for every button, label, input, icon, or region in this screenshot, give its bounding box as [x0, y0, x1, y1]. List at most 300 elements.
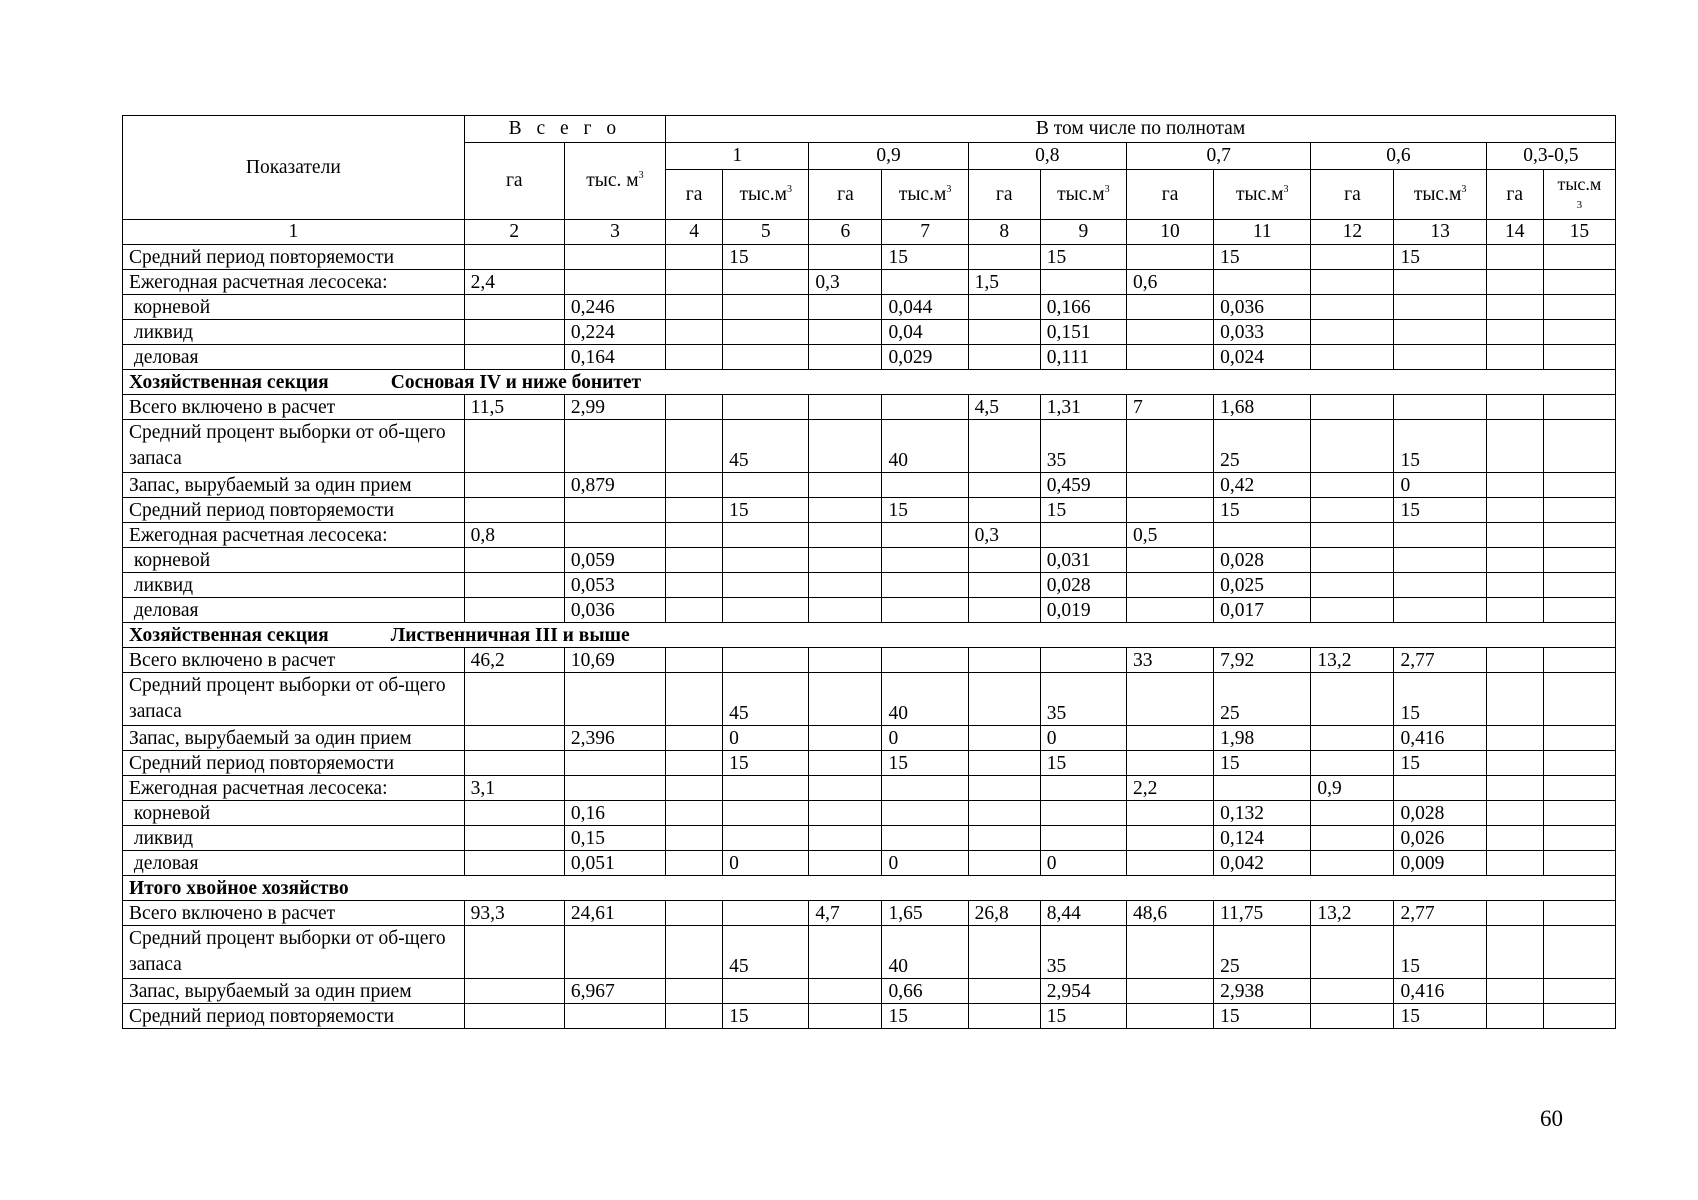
table-cell [968, 498, 1040, 523]
table-cell [1543, 245, 1615, 270]
table-cell [1543, 726, 1615, 751]
table-cell [666, 726, 723, 751]
table-cell [1126, 420, 1213, 473]
table-cell: 0,036 [1214, 295, 1311, 320]
table-cell [1486, 598, 1543, 623]
table-cell: 0,111 [1040, 345, 1126, 370]
table-body [123, 245, 1616, 1029]
table-cell: 15 [882, 1004, 968, 1029]
table-cell [1486, 673, 1543, 726]
row-label: Запас, вырубаемый за один прием [123, 473, 465, 498]
table-cell [809, 1004, 882, 1029]
table-cell [1543, 345, 1615, 370]
table-cell: 15 [723, 245, 809, 270]
table-cell: 0,025 [1214, 573, 1311, 598]
page-number: 60 [1540, 1106, 1563, 1131]
table-cell: 15 [723, 1004, 809, 1029]
table-cell [564, 523, 665, 548]
table-cell [809, 420, 882, 473]
table-cell: 15 [1214, 751, 1311, 776]
section-header-row [123, 623, 1616, 648]
table-cell [1126, 726, 1213, 751]
header-unit-ha: га [968, 170, 1040, 220]
row-label: Всего включено в расчет [123, 901, 465, 926]
table-cell [1486, 420, 1543, 473]
table-row [123, 320, 1616, 345]
table-row [123, 598, 1616, 623]
table-cell: 0,224 [564, 320, 665, 345]
section-header-row [123, 370, 1616, 395]
table-cell [1486, 648, 1543, 673]
table-cell [1543, 573, 1615, 598]
table-cell [464, 295, 564, 320]
table-cell [1311, 498, 1394, 523]
table-cell [464, 726, 564, 751]
table-cell: 0 [882, 726, 968, 751]
row-label: деловая [123, 598, 465, 623]
table-cell: 15 [1040, 498, 1126, 523]
table-cell: 11,75 [1214, 901, 1311, 926]
table-cell [666, 320, 723, 345]
table-cell [1486, 801, 1543, 826]
table-cell: 0,028 [1040, 573, 1126, 598]
table-cell: 0,059 [564, 548, 665, 573]
table-cell: 0 [723, 726, 809, 751]
table-cell [1311, 245, 1394, 270]
table-cell: 0,42 [1214, 473, 1311, 498]
table-cell [564, 270, 665, 295]
table-cell [968, 420, 1040, 473]
row-label: Средний период повторяемости [123, 1004, 465, 1029]
table-cell [809, 979, 882, 1004]
header-density-1: 1 [666, 143, 809, 170]
table-cell [723, 979, 809, 1004]
table-cell: 15 [1040, 245, 1126, 270]
table-cell: 0,019 [1040, 598, 1126, 623]
table-cell [1311, 801, 1394, 826]
table-row [123, 901, 1616, 926]
table-cell [809, 751, 882, 776]
table-cell: 0,04 [882, 320, 968, 345]
column-number: 6 [809, 220, 882, 245]
table-row [123, 395, 1616, 420]
table-cell [464, 979, 564, 1004]
table-cell: 0 [1040, 726, 1126, 751]
table-cell [1543, 270, 1615, 295]
table-cell [564, 673, 665, 726]
header-unit-volume: $тыс.м^3$ [723, 170, 809, 220]
table-cell: 93,3 [464, 901, 564, 926]
row-label: Средний период повторяемости [123, 751, 465, 776]
table-cell [666, 420, 723, 473]
table-cell [723, 395, 809, 420]
table-cell [666, 826, 723, 851]
table-cell [666, 851, 723, 876]
column-number-row [123, 220, 1616, 245]
table-cell [1543, 395, 1615, 420]
table-cell: 0,017 [1214, 598, 1311, 623]
table-cell: 45 [723, 420, 809, 473]
row-label: ликвид [123, 320, 465, 345]
row-label: Ежегодная расчетная лесосека: [123, 523, 465, 548]
table-cell [1126, 751, 1213, 776]
table-cell: 0,028 [1214, 548, 1311, 573]
table-cell [809, 345, 882, 370]
table-cell [809, 851, 882, 876]
table-row [123, 801, 1616, 826]
table-cell [723, 345, 809, 370]
section-label: Хозяйственная секция [129, 625, 329, 646]
table-cell [1486, 751, 1543, 776]
table-cell [1486, 498, 1543, 523]
table-cell [882, 270, 968, 295]
table-cell [1543, 673, 1615, 726]
table-cell: 24,61 [564, 901, 665, 926]
table-row [123, 826, 1616, 851]
table-cell [1486, 1004, 1543, 1029]
table-cell: 10,69 [564, 648, 665, 673]
table-cell: 0,024 [1214, 345, 1311, 370]
table-cell: 2,396 [564, 726, 665, 751]
table-cell: 15 [1394, 673, 1486, 726]
table-cell [968, 295, 1040, 320]
table-cell: 0,044 [882, 295, 968, 320]
column-number: 9 [1040, 220, 1126, 245]
table-cell [666, 801, 723, 826]
table-cell [1486, 345, 1543, 370]
table-cell: 48,6 [1126, 901, 1213, 926]
table-cell [1126, 979, 1213, 1004]
table-cell [464, 751, 564, 776]
table-cell: 0,16 [564, 801, 665, 826]
table-cell [1543, 598, 1615, 623]
table-cell [1394, 598, 1486, 623]
section-label: Итого хвойное хозяйство [129, 878, 349, 899]
table-cell: 15 [882, 245, 968, 270]
column-number: 5 [723, 220, 809, 245]
column-number: 13 [1394, 220, 1486, 245]
table-cell: 33 [1126, 648, 1213, 673]
table-cell [1311, 320, 1394, 345]
table-cell: 15 [1040, 751, 1126, 776]
table-cell: 7,92 [1214, 648, 1311, 673]
table-cell [968, 726, 1040, 751]
table-cell: 0,033 [1214, 320, 1311, 345]
table-cell [464, 320, 564, 345]
table-cell [809, 395, 882, 420]
row-label: Ежегодная расчетная лесосека: [123, 270, 465, 295]
table-cell [1311, 523, 1394, 548]
header-unit-volume: $тыс.м^3$ [1394, 170, 1486, 220]
table-cell [1311, 295, 1394, 320]
table-cell [1543, 776, 1615, 801]
table-cell [564, 926, 665, 979]
row-label: корневой [123, 801, 465, 826]
header-unit-volume-wrapped: тыс.м 3 [1543, 170, 1615, 220]
section-subtitle: Сосновая IV и ниже бонитет [390, 372, 642, 393]
table-cell [464, 851, 564, 876]
table-cell: 0,416 [1394, 979, 1486, 1004]
header-indicators: Показатели [123, 116, 465, 220]
table-cell: 6,967 [564, 979, 665, 1004]
table-row [123, 420, 1616, 473]
table-cell [1214, 523, 1311, 548]
row-label: Средний процент выборки от об-щего запаса [123, 420, 465, 473]
table-cell: 0,124 [1214, 826, 1311, 851]
table-cell [666, 1004, 723, 1029]
table-cell [666, 523, 723, 548]
table-cell [1394, 523, 1486, 548]
row-label: Запас, вырубаемый за один прием [123, 726, 465, 751]
table-cell [809, 726, 882, 751]
table-cell [882, 395, 968, 420]
table-row [123, 270, 1616, 295]
table-cell: 0,416 [1394, 726, 1486, 751]
column-number: 7 [882, 220, 968, 245]
table-cell [1311, 473, 1394, 498]
table-cell [666, 245, 723, 270]
table-cell [1311, 345, 1394, 370]
table-cell [968, 245, 1040, 270]
table-cell [464, 473, 564, 498]
table-cell [968, 979, 1040, 1004]
table-cell: 0,246 [564, 295, 665, 320]
header-unit-ha: га [666, 170, 723, 220]
table-cell [1543, 826, 1615, 851]
table-cell: 4,5 [968, 395, 1040, 420]
table-row [123, 295, 1616, 320]
table-cell: 0,6 [1126, 270, 1213, 295]
forest-indicators-table [122, 115, 1616, 1029]
table-cell: 1,68 [1214, 395, 1311, 420]
table-cell: 15 [882, 498, 968, 523]
table-cell [1394, 270, 1486, 295]
column-number: 14 [1486, 220, 1543, 245]
table-cell: 0,166 [1040, 295, 1126, 320]
table-cell: 15 [1394, 926, 1486, 979]
table-cell [809, 648, 882, 673]
table-cell: 40 [882, 926, 968, 979]
table-cell [1040, 648, 1126, 673]
table-cell: 0,164 [564, 345, 665, 370]
table-cell: 0,5 [1126, 523, 1213, 548]
table-cell [723, 598, 809, 623]
table-cell [1126, 851, 1213, 876]
table-cell [809, 295, 882, 320]
row-label: деловая [123, 345, 465, 370]
table-cell [968, 801, 1040, 826]
table-cell [882, 523, 968, 548]
column-number: 10 [1126, 220, 1213, 245]
row-label: корневой [123, 548, 465, 573]
table-cell [1486, 295, 1543, 320]
table-cell [1486, 573, 1543, 598]
table-cell: 1,98 [1214, 726, 1311, 751]
table-cell [666, 648, 723, 673]
table-cell: 40 [882, 420, 968, 473]
table-cell: 4,7 [809, 901, 882, 926]
table-cell [564, 420, 665, 473]
table-cell [968, 598, 1040, 623]
table-cell [1126, 245, 1213, 270]
table-cell: 40 [882, 673, 968, 726]
table-cell [464, 573, 564, 598]
table-cell [1394, 395, 1486, 420]
table-cell: 0,3 [809, 270, 882, 295]
table-cell [666, 345, 723, 370]
table-cell: 3,1 [464, 776, 564, 801]
table-cell: 0,9 [1311, 776, 1394, 801]
row-label: Всего включено в расчет [123, 648, 465, 673]
table-cell [882, 548, 968, 573]
table-cell [666, 573, 723, 598]
table-cell: 2,2 [1126, 776, 1213, 801]
row-label: Средний процент выборки от об-щего запаса [123, 673, 465, 726]
table-cell [723, 901, 809, 926]
table-cell [1214, 270, 1311, 295]
table-cell: 0,009 [1394, 851, 1486, 876]
table-cell [1126, 801, 1213, 826]
table-cell: 1,65 [882, 901, 968, 926]
table-cell [882, 826, 968, 851]
header-unit-volume: $тыс.м^3$ [1040, 170, 1126, 220]
table-cell [1543, 801, 1615, 826]
table-cell [1311, 598, 1394, 623]
column-number: 8 [968, 220, 1040, 245]
table-cell: 15 [723, 498, 809, 523]
table-cell [882, 801, 968, 826]
table-cell [1394, 573, 1486, 598]
table-cell [968, 473, 1040, 498]
table-cell [1126, 498, 1213, 523]
column-number: 11 [1214, 220, 1311, 245]
table-cell [464, 926, 564, 979]
column-number: 1 [123, 220, 465, 245]
table-cell [723, 523, 809, 548]
table-cell [968, 345, 1040, 370]
table-cell [1126, 345, 1213, 370]
table-cell: 25 [1214, 420, 1311, 473]
section-subtitle: Лиственничная III и выше [390, 625, 630, 646]
header-unit-ha: га [809, 170, 882, 220]
table-cell [666, 598, 723, 623]
row-label: Средний период повторяемости [123, 245, 465, 270]
header-density-0-6: 0,6 [1311, 143, 1486, 170]
table-cell: 35 [1040, 420, 1126, 473]
row-label: Всего включено в расчет [123, 395, 465, 420]
table-cell [1126, 573, 1213, 598]
table-cell: 0,132 [1214, 801, 1311, 826]
table-cell [564, 776, 665, 801]
section-title [123, 623, 1616, 648]
row-label: Средний процент выборки от об-щего запаса [123, 926, 465, 979]
table-cell [1311, 826, 1394, 851]
table-cell [1126, 826, 1213, 851]
table-cell [666, 295, 723, 320]
table-cell [464, 673, 564, 726]
table-cell [666, 270, 723, 295]
table-row [123, 548, 1616, 573]
table-cell: 0,8 [464, 523, 564, 548]
table-cell [464, 598, 564, 623]
table-cell [968, 548, 1040, 573]
table-cell [1040, 776, 1126, 801]
table-cell [1126, 320, 1213, 345]
table-cell [1126, 473, 1213, 498]
table-cell [882, 648, 968, 673]
table-row [123, 979, 1616, 1004]
table-cell [1486, 270, 1543, 295]
table-cell: 0,66 [882, 979, 968, 1004]
header-by-density: В том числе по полнотам [666, 116, 1616, 143]
table-cell: 26,8 [968, 901, 1040, 926]
header-unit-volume: $тыс.м^3$ [882, 170, 968, 220]
table-cell [723, 573, 809, 598]
table-cell: 0,042 [1214, 851, 1311, 876]
table-cell: 1,31 [1040, 395, 1126, 420]
table-cell [1394, 548, 1486, 573]
table-cell [1486, 826, 1543, 851]
table-cell [666, 548, 723, 573]
table-cell: 0,029 [882, 345, 968, 370]
table-cell [1311, 726, 1394, 751]
table-cell: 8,44 [1040, 901, 1126, 926]
table-cell [809, 926, 882, 979]
table-cell: 0 [1040, 851, 1126, 876]
table-cell: 0,036 [564, 598, 665, 623]
section-label: Хозяйственная секция [129, 372, 329, 393]
table-cell [564, 245, 665, 270]
table-cell [464, 498, 564, 523]
table-cell: 2,954 [1040, 979, 1126, 1004]
header-density-0-9: 0,9 [809, 143, 968, 170]
table-cell [1543, 420, 1615, 473]
table-cell [1311, 673, 1394, 726]
table-cell [564, 751, 665, 776]
table-cell [882, 776, 968, 801]
table-cell [1040, 270, 1126, 295]
table-cell: 15 [1214, 498, 1311, 523]
table-cell [723, 270, 809, 295]
column-number: 2 [464, 220, 564, 245]
table-cell [666, 776, 723, 801]
table-cell: 45 [723, 673, 809, 726]
table-cell [723, 801, 809, 826]
table-row [123, 926, 1616, 979]
table-cell: 0,053 [564, 573, 665, 598]
table-cell [464, 548, 564, 573]
table-cell: 13,2 [1311, 901, 1394, 926]
table-cell [464, 801, 564, 826]
table-cell [1311, 548, 1394, 573]
table-cell [882, 473, 968, 498]
table-cell [1543, 926, 1615, 979]
table-cell [809, 826, 882, 851]
row-label: Запас, вырубаемый за один прием [123, 979, 465, 1004]
table-cell [723, 648, 809, 673]
table-row [123, 345, 1616, 370]
table-cell [1543, 1004, 1615, 1029]
table-cell [464, 245, 564, 270]
table-cell [1543, 979, 1615, 1004]
table-cell: 0,031 [1040, 548, 1126, 573]
table-cell [968, 573, 1040, 598]
table-cell [464, 345, 564, 370]
table-cell [809, 523, 882, 548]
column-number: 15 [1543, 220, 1615, 245]
table-cell: 7 [1126, 395, 1213, 420]
table-cell [1126, 1004, 1213, 1029]
